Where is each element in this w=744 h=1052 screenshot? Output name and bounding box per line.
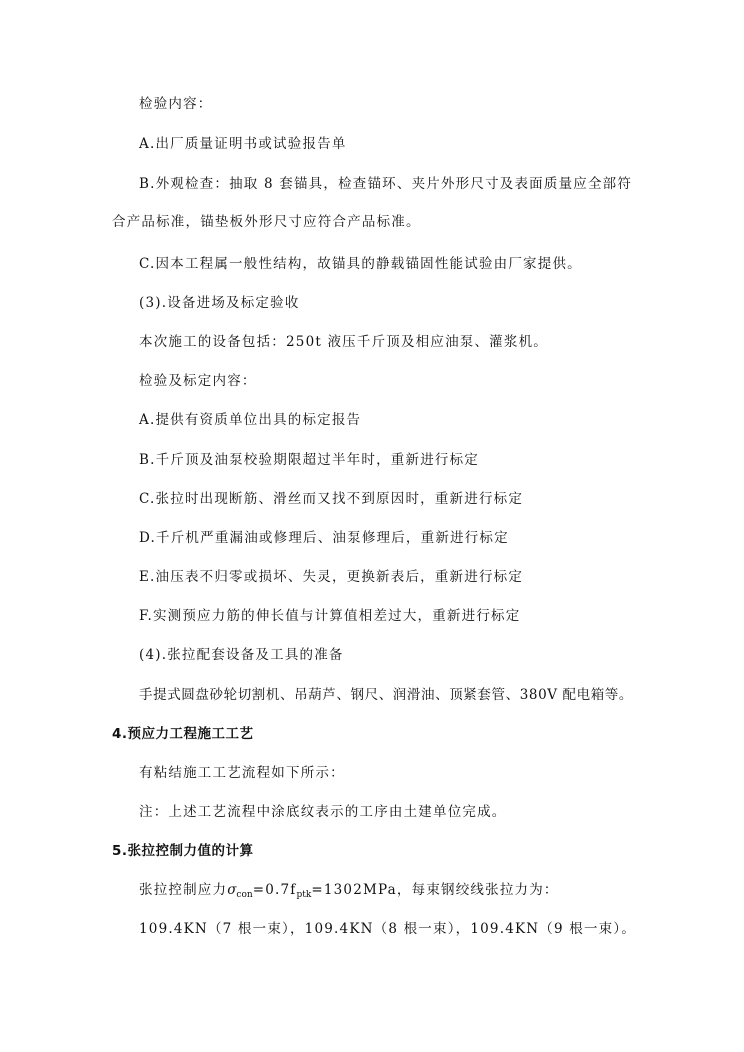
text-line: 109.4KN（7 根一束），109.4KN（8 根一束），109.4KN（9 根一束）。 xyxy=(139,921,637,937)
sigma-symbol: σ xyxy=(227,882,237,898)
text-line: 检验内容： xyxy=(139,96,213,112)
text-line: 检验及标定内容： xyxy=(139,373,257,389)
text-line: (4).张拉配套设备及工具的准备 xyxy=(139,647,344,663)
text-line: B.千斤顶及油泵校验期限超过半年时，重新进行标定 xyxy=(139,452,480,468)
text-line: 合产品标准，锚垫板外形尺寸应符合产品标准。 xyxy=(112,214,421,230)
text-line: F.实测预应力筋的伸长值与计算值相差过大，重新进行标定 xyxy=(139,608,521,624)
text-line: C.因本工程属一般性结构，故锚具的静载锚固性能试验由厂家提供。 xyxy=(139,256,582,272)
formula-line xyxy=(139,881,679,901)
sigma-subscript: con xyxy=(236,890,253,900)
text-line: 手提式圆盘砂轮切割机、吊葫芦、钢尺、润滑油、顶紧套管、380V 配电箱等。 xyxy=(139,687,634,703)
f-subscript: ptk xyxy=(296,890,312,900)
text-line: 有粘结施工工艺流程如下所示： xyxy=(139,765,345,781)
text-line: D.千斤机严重漏油或修理后、油泵修理后，重新进行标定 xyxy=(139,530,509,546)
text-line: A.提供有资质单位出具的标定报告 xyxy=(139,412,362,428)
section-heading: 5.张拉控制力值的计算 xyxy=(112,843,254,859)
text-line: (3).设备进场及标定验收 xyxy=(139,295,300,311)
formula-prefix: 张拉控制应力 xyxy=(139,882,228,898)
formula-mid: =0.7f xyxy=(252,882,297,898)
text-line: B.外观检查：抽取 8 套锚具，检查锚环、夹片外形尺寸及表面质量应全部符 xyxy=(139,176,633,192)
text-line: 注：上述工艺流程中涂底纹表示的工序由土建单位完成。 xyxy=(139,804,507,820)
formula-suffix: =1302MPa，每束钢绞线张拉力为： xyxy=(311,882,559,898)
text-line: C.张拉时出现断筋、滑丝而又找不到原因时，重新进行标定 xyxy=(139,491,524,507)
text-line: A.出厂质量证明书或试验报告单 xyxy=(139,136,347,152)
section-heading: 4.预应力工程施工工艺 xyxy=(112,726,254,742)
text-line: 本次施工的设备包括：250t 液压千斤顶及相应油泵、灌浆机。 xyxy=(139,334,548,350)
text-line: E.油压表不归零或损坏、失灵，更换新表后，重新进行标定 xyxy=(139,569,524,585)
